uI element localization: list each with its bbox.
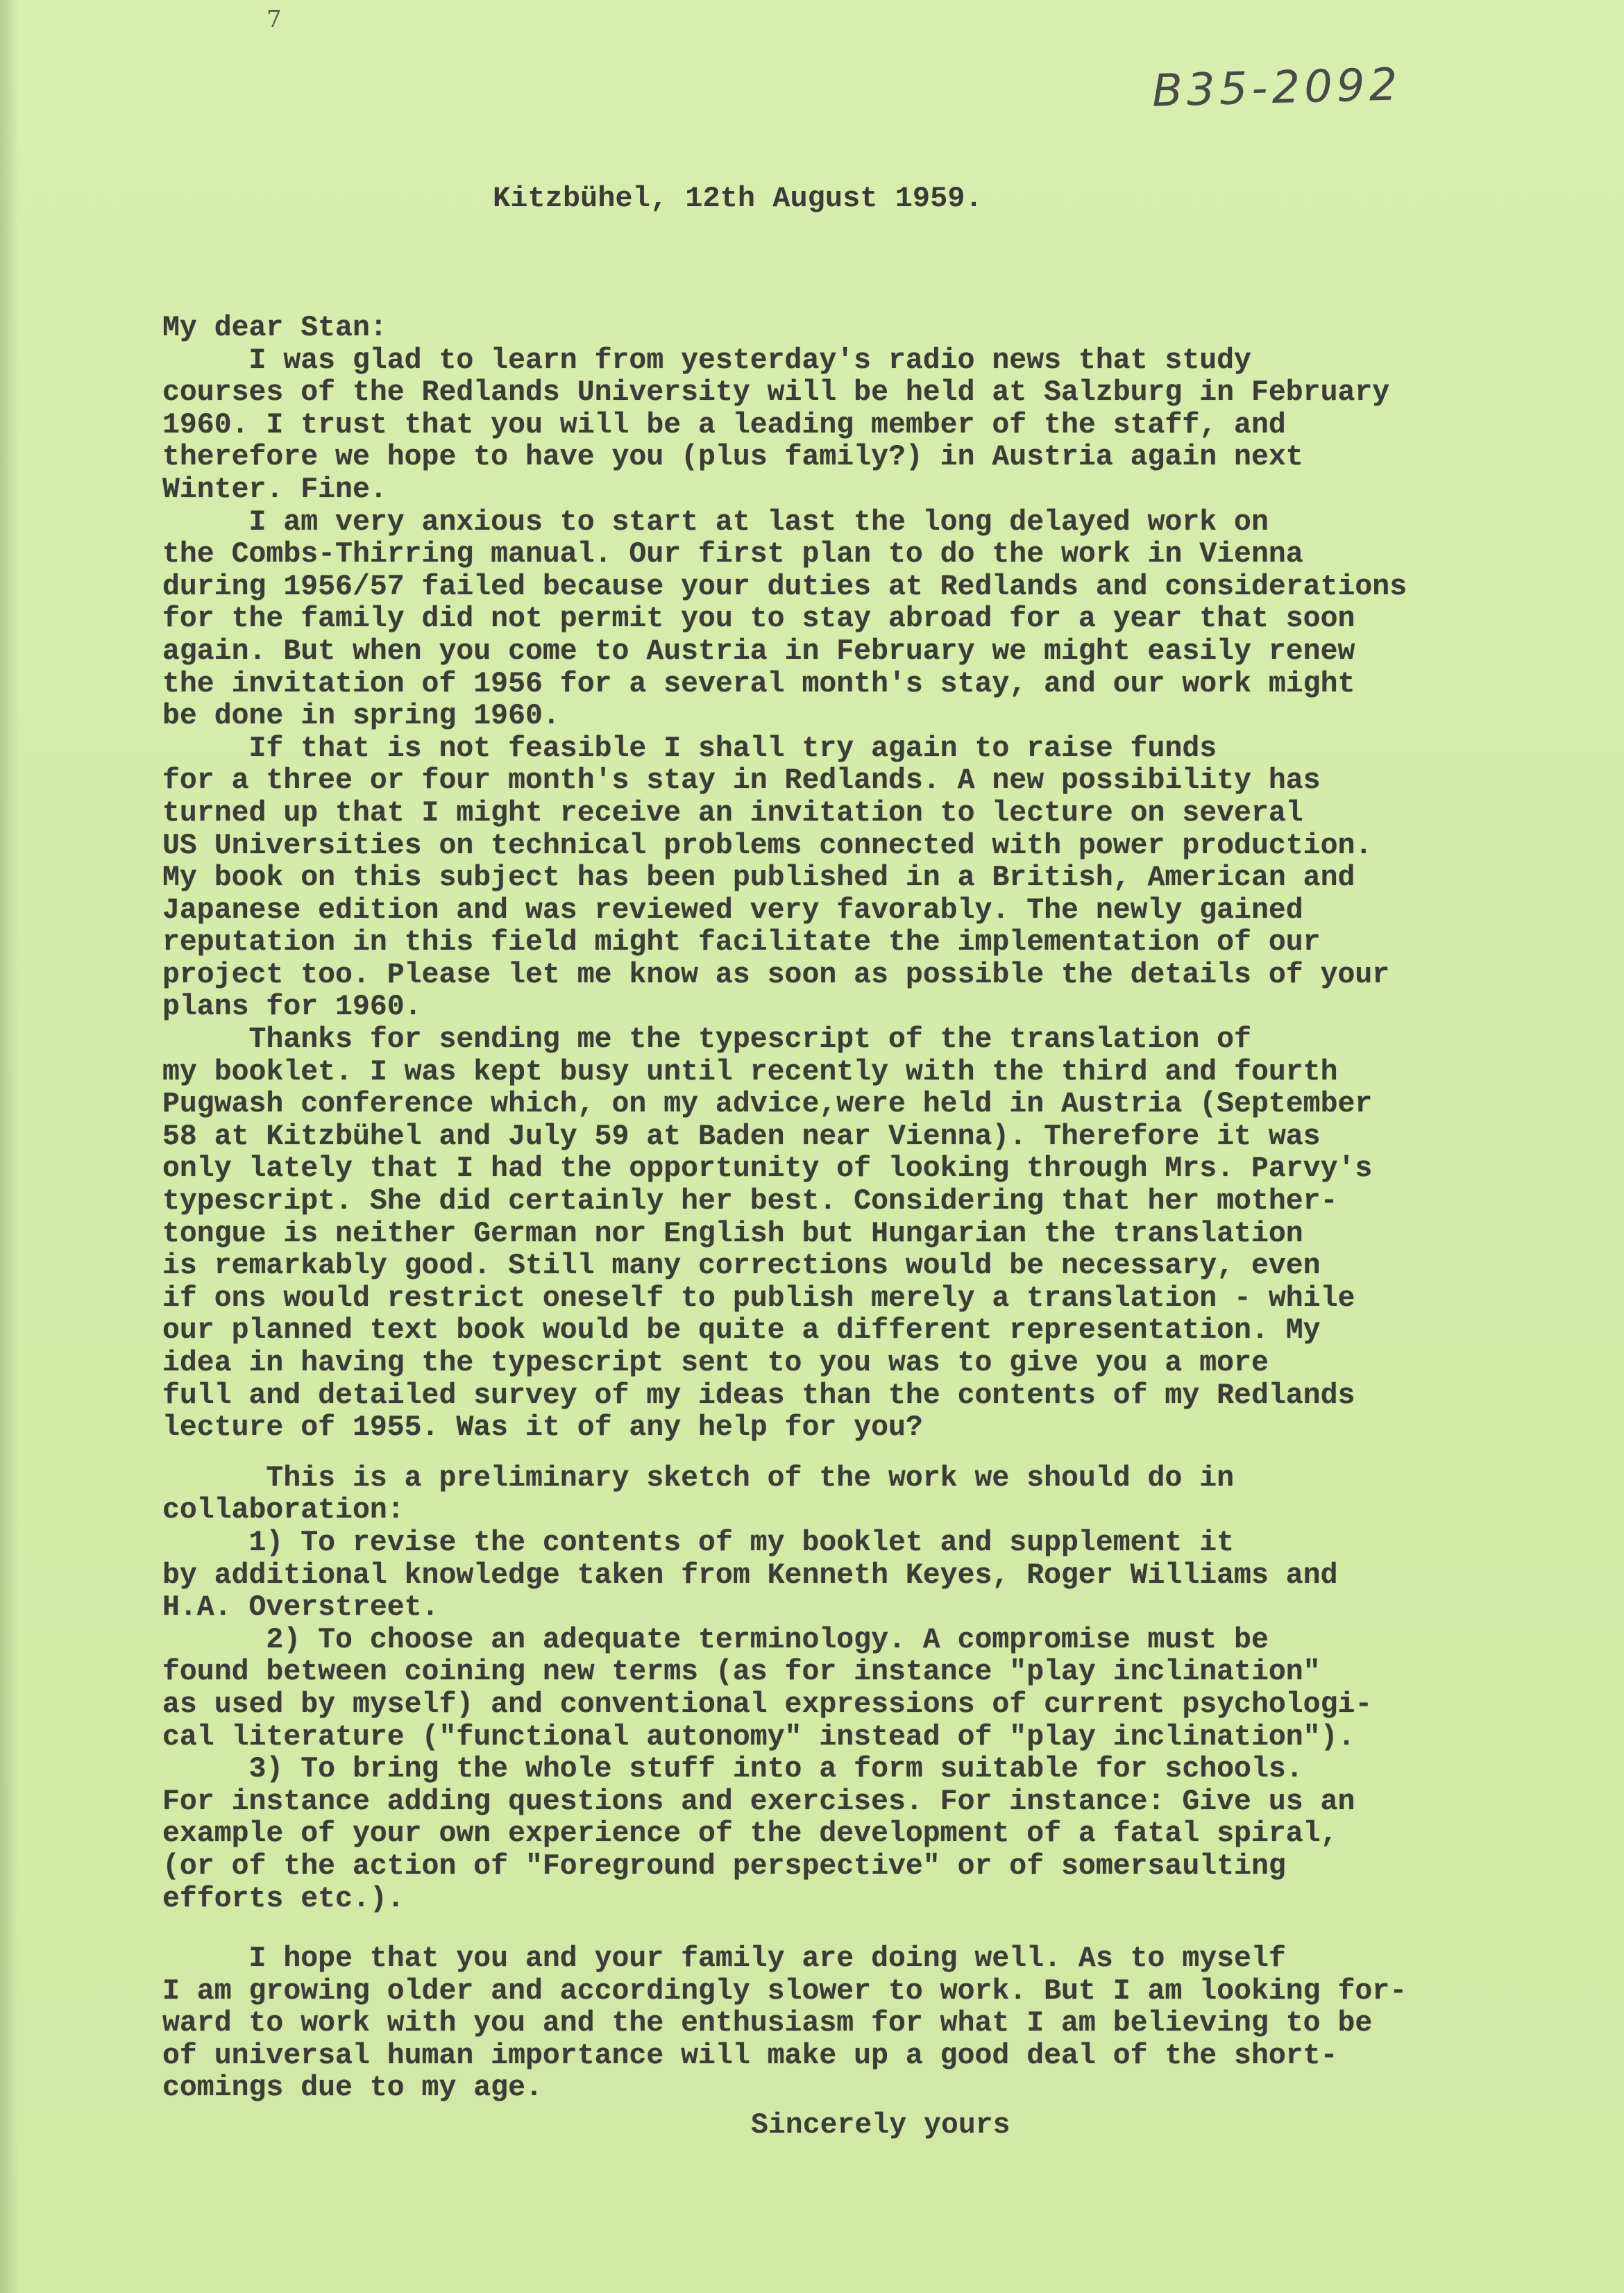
paragraph-3	[162, 733, 1585, 1024]
dateline: Kitzbühel, 12th August 1959.	[493, 182, 983, 215]
text-line: For instance adding questions and exercises. For instance: Give us an	[162, 1785, 1355, 1818]
text-line: I am growing older and accordingly slower to work. But I am looking for-	[162, 1974, 1407, 2008]
text-line: only lately that I had the opportunity of looking through Mrs. Parvy's	[162, 1152, 1373, 1186]
text-line: is remarkably good. Still many corrections would be necessary, even	[162, 1250, 1321, 1283]
text-line: my booklet. I was kept busy until recently with the third and fourth	[162, 1055, 1338, 1089]
text-line: again. But when you come to Austria in February we might easily renew	[162, 635, 1355, 668]
text-line: by additional knowledge taken from Kenneth Keyes, Roger Williams and	[162, 1559, 1338, 1592]
text-line: of universal human importance will make up a good deal of the short-	[162, 2039, 1338, 2072]
text-line: project too. Please let me know as soon as possible the details of your	[162, 958, 1390, 991]
paragraph-1	[162, 345, 1585, 507]
paragraph-6	[162, 1943, 1585, 2105]
text-line: I was glad to learn from yesterday's radio news that study	[162, 344, 1251, 377]
salutation: My dear Stan:	[162, 312, 387, 344]
paragraph-gap	[162, 1445, 1585, 1463]
text-line: if ons would restrict oneself to publish merely a translation - while	[162, 1282, 1355, 1315]
text-line: ward to work with you and the enthusiasm for what I am believing to be	[162, 2007, 1373, 2040]
letter-body	[162, 312, 1585, 2105]
archive-id: B35-2092	[1151, 59, 1403, 117]
text-line: I hope that you and your family are doing well. As to myself	[162, 1942, 1286, 1976]
text-line: our planned text book would be quite a different representation. My	[162, 1314, 1321, 1347]
text-line: My book on this subject has been published in a British, American and	[162, 862, 1355, 895]
paragraph-4	[162, 1024, 1585, 1445]
text-line: as used by myself) and conventional expressions of current psychologi-	[162, 1688, 1373, 1721]
text-line: reputation in this field might facilitate the implementation of our	[162, 926, 1321, 959]
text-line: during 1956/57 failed because your duties at Redlands and considerations	[162, 570, 1407, 603]
text-line: I am very anxious to start at last the long delayed work on	[162, 505, 1269, 539]
text-line: If that is not feasible I shall try again to raise funds	[162, 732, 1217, 765]
pencil-tick-mark: 7	[267, 6, 282, 33]
text-line: be done in spring 1960.	[162, 700, 560, 733]
text-line: tongue is neither German nor English but Hungarian the translation	[162, 1217, 1303, 1250]
text-line: 2) To choose an adequate terminology. A compromise must be	[162, 1623, 1269, 1656]
text-line: 1) To revise the contents of my booklet and supplement it	[162, 1526, 1235, 1559]
text-line: full and detailed survey of my ideas than the contents of my Redlands	[162, 1379, 1355, 1412]
text-line: turned up that I might receive an invitation to lecture on several	[162, 796, 1303, 830]
paragraph-5	[162, 1463, 1585, 1915]
text-line: collaboration:	[162, 1494, 405, 1527]
text-line: 1960. I trust that you will be a leading member of the staff, and	[162, 408, 1286, 442]
text-line: Thanks for sending me the typescript of the translation of	[162, 1023, 1251, 1057]
text-line: comings due to my age.	[162, 2072, 543, 2105]
text-line: courses of the Redlands University will be held at Salzburg in February	[162, 376, 1390, 410]
text-line: efforts etc.).	[162, 1882, 405, 1915]
page-edge-shadow	[0, 0, 18, 2293]
text-line: cal literature ("functional autonomy" instead of "play inclination").	[162, 1720, 1355, 1754]
text-line: found between coining new terms (as for instance "play inclination"	[162, 1656, 1321, 1689]
text-line: typescript. She did certainly her best. Considering that her mother-	[162, 1185, 1338, 1218]
text-line: for the family did not permit you to stay abroad for a year that soon	[162, 603, 1355, 636]
closing: Sincerely yours	[751, 2109, 1010, 2142]
text-line: US Universities on technical problems connected with power production.	[162, 829, 1373, 862]
text-line: (or of the action of "Foreground perspective" or of somersaulting	[162, 1849, 1286, 1883]
text-line: plans for 1960.	[162, 991, 422, 1024]
paragraph-gap	[162, 1915, 1585, 1943]
text-line: This is a preliminary sketch of the work we should do in	[162, 1461, 1235, 1495]
text-line: Winter. Fine.	[162, 473, 387, 506]
text-line: H.A. Overstreet.	[162, 1591, 439, 1624]
text-line: for a three or four month's stay in Redlands. A new possibility has	[162, 764, 1321, 798]
text-line: Pugwash conference which, on my advice,were held in Austria (September	[162, 1088, 1373, 1121]
text-line: 58 at Kitzbühel and July 59 at Baden near Vienna). Therefore it was	[162, 1120, 1321, 1153]
text-line: the invitation of 1956 for a several month's stay, and our work might	[162, 667, 1355, 700]
text-line: the Combs-Thirring manual. Our first plan to do the work in Vienna	[162, 538, 1303, 571]
text-line: therefore we hope to have you (plus family?) in Austria again next	[162, 441, 1303, 474]
text-line: Japanese edition and was reviewed very favorably. The newly gained	[162, 893, 1303, 927]
text-line: lecture of 1955. Was it of any help for you?	[162, 1411, 923, 1445]
text-line: example of your own experience of the development of a fatal spiral,	[162, 1817, 1338, 1851]
text-line: 3) To bring the whole stuff into a form suitable for schools.	[162, 1753, 1303, 1786]
paragraph-2	[162, 507, 1585, 733]
text-line: idea in having the typescript sent to you was to give you a more	[162, 1347, 1269, 1379]
